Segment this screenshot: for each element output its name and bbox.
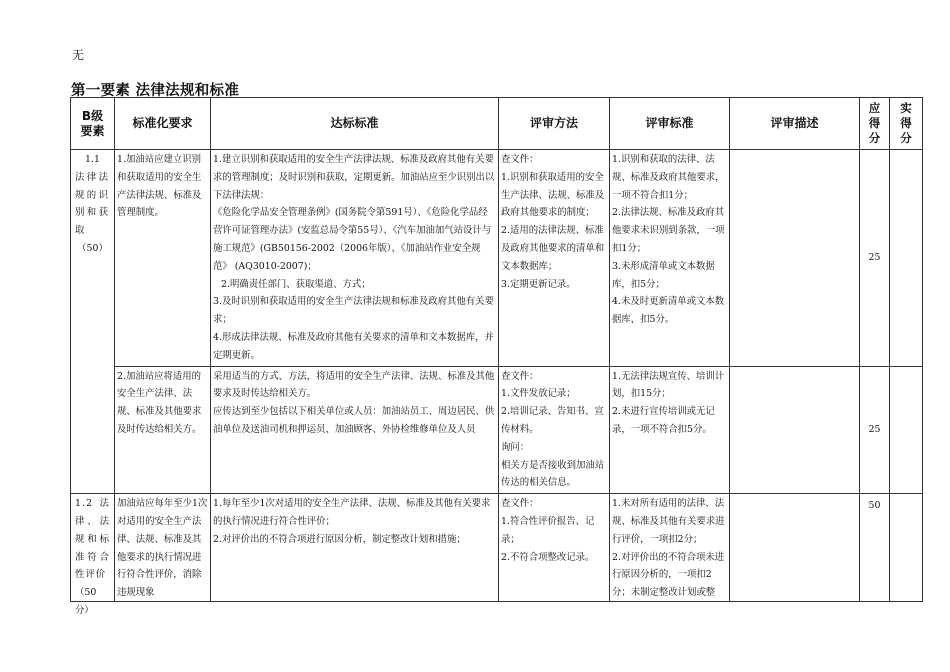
eval-std-line: 1.识别和获取的法律、法规、标准及政府其他要求，一项不符合扣1分； (612, 154, 725, 201)
header-b-level: B级要素 (71, 98, 115, 150)
b-level-points: （50分） (75, 587, 97, 616)
method-line: 相关方是否接收到加油站传达的相关信息。 (501, 459, 605, 489)
method-cell (499, 150, 610, 367)
eval-std-cell (610, 494, 730, 602)
actual-score-cell (890, 366, 923, 494)
table-row (71, 494, 923, 602)
criteria-line: 3.及时识别和获取适用的安全生产法律法规和标准及政府其他有关要求； (213, 296, 494, 326)
eval-std-line: 3.未形成清单或文本数据库，扣5分； (612, 260, 715, 290)
header-actual: 实得分 (890, 98, 923, 150)
method-line: 2.培训记录、告知书、宣传材料。 (501, 406, 604, 435)
method-line: 1.识别和获取适用的安全生产法律、法规、标准及政府其他要求的制度； (501, 171, 605, 219)
table-row (71, 150, 923, 367)
desc-cell (730, 366, 860, 494)
evaluation-table (70, 97, 923, 616)
header-desc: 评审描述 (730, 98, 860, 150)
b-level-number: 1.1 (85, 154, 100, 165)
method-line: 查文件： (501, 498, 539, 510)
eval-std-line: 2.法律法规、标准及政府其他要求未识别到条款，一项扣1分； (612, 207, 725, 254)
criteria-cell (211, 366, 499, 494)
criteria-cell (211, 150, 499, 367)
section-title: 第一要素 法律法规和标准 (71, 83, 240, 99)
criteria-line: 应传达到至少包括以下相关单位或人员：加油站员工、周边居民、供油单位及送油司机和押运员、加油顾客、外协检维修单位及人员 (213, 406, 495, 435)
score-cell: 50 (860, 494, 890, 602)
header-eval-std: 评审标准 (610, 98, 730, 150)
eval-std-line: 1.无法律法规宣传、培训计划，扣15分； (612, 370, 725, 400)
header-score: 应得分 (860, 98, 890, 150)
desc-cell (730, 494, 860, 602)
eval-std-cell (610, 150, 730, 367)
method-line: 查文件： (501, 154, 539, 165)
std-req-cell: 2.加油站应将适用的安全生产法律、法规、标准及其他要求及时传达给相关方。 (115, 366, 211, 494)
score-cell: 25 (860, 366, 890, 494)
b-level-cell (71, 150, 115, 494)
header-method: 评审方法 (499, 98, 610, 150)
method-line: 3.定期更新记录。 (501, 278, 576, 290)
method-line: 1.符合性评价报告、记录； (501, 515, 595, 545)
top-note: 无 (72, 48, 85, 62)
method-line: 2.适用的法律法规、标准及政府其他要求的清单和文本数据库； (501, 225, 605, 272)
method-cell (499, 494, 610, 602)
score-cell: 25 (860, 150, 890, 367)
eval-std-line: 2.对评价出的不符合项未进行原因分析的，一项扣2分；未制定整改计划或整 (612, 551, 725, 599)
criteria-line: 2.对评价出的不符合项进行原因分析，制定整改计划和措施； (213, 533, 466, 545)
header-criteria: 达标标准 (211, 98, 499, 150)
b-level-points: （50） (77, 242, 108, 254)
b-level-title: 法律法规的识别和获取 (75, 171, 110, 237)
std-req-cell: 1.加油站应建立识别和获取适用的安全生产法律法规、标准及管理制度。 (115, 150, 211, 367)
eval-std-cell (610, 366, 730, 494)
criteria-line: 4.形成法律法规、标准及政府其他有关要求的清单和文本数据库，并定期更新。 (213, 331, 494, 361)
header-std-req: 标准化要求 (115, 98, 211, 150)
actual-score-cell (890, 150, 923, 367)
method-line: 2.不符合项整改记录。 (501, 551, 595, 563)
b-level-title: 1.2 法律、法规和标准符合性评价 (75, 498, 110, 581)
method-line: 1.文件发放记录； (501, 388, 576, 400)
criteria-cell (211, 494, 499, 602)
criteria-line: 1.每年至少1次对适用的安全生产法律、法规、标准及其他有关要求的执行情况进行符合性评价； (213, 498, 491, 527)
eval-std-line: 2.未进行宣传培训或无记录，一项不符合扣5分。 (612, 406, 715, 435)
actual-score-cell (890, 494, 923, 602)
std-req-cell (115, 494, 211, 602)
table-header-row (71, 98, 923, 150)
eval-std-line: 4.未及时更新清单或文本数据库，扣5分。 (612, 296, 725, 326)
criteria-line: 《危险化学品安全管理条例》(国务院令第591号）、《危险化学品经营许可证管理办法》(安监总局令第55号）、《汽车加油加气站设计与施工规范》(GB50156-2002（2006年版）、《加油站作业安全规范》 (AQ3010-2007)； (213, 207, 492, 272)
criteria-line: 2.明确责任部门、获取渠道、方式； (221, 278, 371, 290)
method-line: 查文件： (501, 370, 539, 382)
method-cell (499, 366, 610, 494)
desc-cell (730, 150, 860, 367)
eval-std-line: 1.未对所有适用的法律、法规、标准及其他有关要求进行评价，一项扣2分； (612, 498, 725, 545)
std-req-text: 加油站应每年至少1次对适用的安全生产法律、法规、标准及其他要求的执行情况进行符合性评价，消除违规现象 (117, 498, 208, 599)
b-level-cell (71, 494, 115, 616)
criteria-line: 1.建立识别和获取适用的安全生产法律法规、标准及政府其他有关要求的管理制度；及时识别和获取，定期更新。加油站应至少识别出以下法律法规： (213, 154, 495, 201)
table-row (71, 366, 923, 494)
criteria-line: 采用适当的方式、方法，将适用的安全生产法律、法规、标准及其他要求及时传达给相关方。 (213, 370, 495, 400)
method-line: 询问： (501, 441, 530, 453)
